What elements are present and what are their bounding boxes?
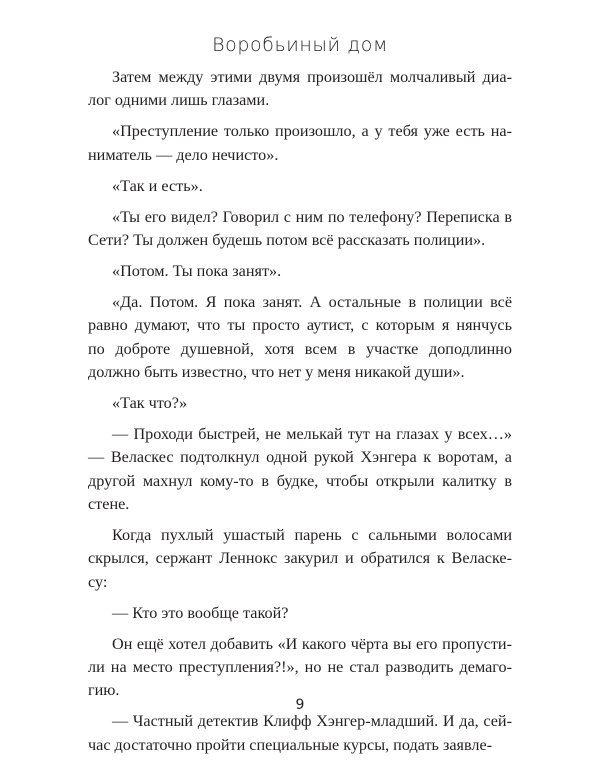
text-line: — Кто это вообще такой? (112, 603, 289, 622)
paragraph (88, 120, 512, 167)
text-line: ли на место преступления?!», но не стал разводить демаго- (88, 657, 512, 676)
text-line: — Веласкес подтолкнул одной рукой Хэнгера к воротам, а (88, 448, 512, 467)
text-line: «Так что?» (112, 393, 188, 412)
text-line: стене. (88, 495, 130, 513)
text-line: другой махнул кому-то в будке, чтобы открыли калитку в (88, 471, 512, 490)
paragraph (88, 206, 512, 253)
paragraph (88, 602, 512, 625)
page-number: 9 (295, 697, 305, 713)
text-line: скрылся, сержант Леннокс закурил и обратился к Веласке- (88, 549, 512, 568)
running-head: Воробьиный дом (212, 34, 388, 56)
text-line: «Ты его видел? Говорил с ним по телефону? Переписка в (112, 207, 512, 226)
text-line: гию. (88, 681, 120, 700)
text-line: «Преступление только произошло, а у тебя уже есть на- (112, 122, 512, 141)
paragraph (88, 524, 512, 594)
text-line: Когда пухлый ушастый парень с сальными волосами (112, 525, 512, 544)
text-line: по доброте душевной, хотя всем в участке доподлинно (88, 339, 512, 358)
text-line: Затем между этими двумя произошёл молчаливый диа- (112, 68, 512, 86)
paragraph (88, 175, 512, 198)
text-line: лог одними лишь глазами. (88, 91, 270, 110)
body-text (88, 66, 512, 765)
paragraph (88, 66, 512, 113)
paragraph (88, 423, 512, 517)
text-line: «Да. Потом. Я пока занят. А остальные в полиции всё (112, 292, 512, 311)
paragraph (88, 710, 512, 757)
text-line: «Так и есть». (112, 176, 203, 195)
text-line: — Проходи быстрей, не мелькай тут на глазах у всех…» (112, 424, 512, 443)
text-line: Сети? Ты должен будешь потом всё рассказать полиции». (88, 230, 486, 249)
text-line: час достаточно пройти специальные курсы, подать заявле- (88, 735, 493, 754)
text-line: — Частный детектив Клифф Хэнгер-младший. И да, сей- (112, 712, 512, 731)
paragraph (88, 291, 512, 385)
paragraph (88, 260, 512, 283)
text-line: равно думают, что ты просто аутист, с которым я нянчусь (88, 316, 512, 335)
text-line: ниматель — дело нечисто». (88, 145, 279, 164)
text-line: су: (88, 572, 108, 591)
text-line: «Потом. Ты пока занят». (112, 261, 282, 280)
text-line: Он ещё хотел добавить «И какого чёрта вы его пропусти- (112, 634, 512, 653)
text-line: должно быть известно, что нет у меня никакой души». (88, 362, 465, 381)
paragraph (88, 392, 512, 415)
paragraph (88, 633, 512, 703)
